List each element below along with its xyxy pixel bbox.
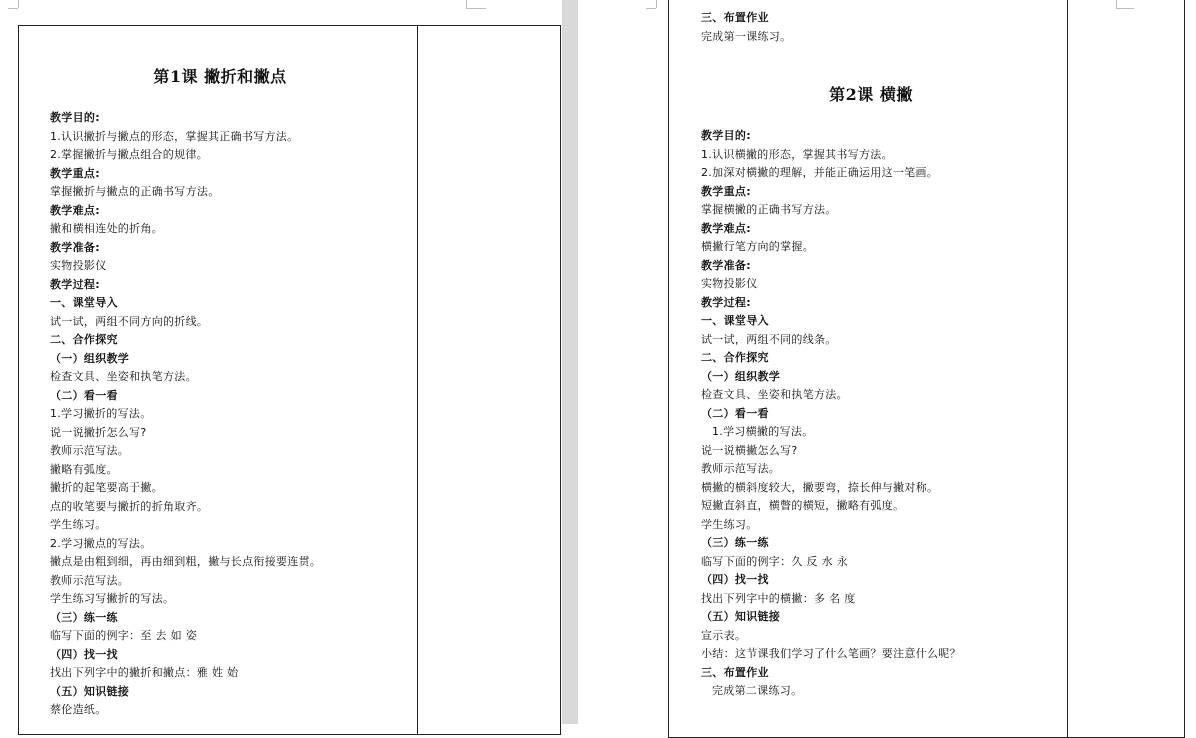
body-text-line: 学生练习。: [50, 518, 107, 531]
crop-mark: [8, 8, 18, 9]
section-heading: 教学目的:: [50, 111, 100, 124]
body-text-line: 短撇直斜直，横瞥的横短，撇略有弧度。: [701, 499, 905, 512]
crop-mark: [18, 0, 19, 8]
body-text-line: 临写下面的例字：久 反 水 永: [701, 554, 848, 568]
section-heading: （二）看一看: [50, 388, 118, 402]
section-heading: 教学难点:: [50, 203, 100, 217]
lesson-1-title: 第1课 撇折和撇点: [153, 67, 287, 86]
body-text-line: 2.掌握撇折与撇点组合的规律。: [50, 148, 208, 161]
section-heading: （四）找一找: [701, 573, 769, 586]
section-heading: （五）知识链接: [701, 610, 781, 623]
section-heading: 一、课堂导入: [50, 296, 118, 309]
section-heading: （四）找一找: [50, 647, 118, 661]
body-text-line: 点的收笔要与撇折的折角取齐。: [50, 499, 209, 513]
body-text-line: 横撇行笔方向的掌握。: [701, 240, 814, 253]
lesson-2-body: [701, 127, 1061, 701]
section-heading: 教学过程:: [50, 277, 100, 291]
body-text-line: 蔡伦造纸。: [50, 703, 107, 716]
body-text-line: 宣示表。: [701, 628, 747, 642]
lesson-2-content: [701, 9, 1061, 701]
body-text-line: 完成第二课练习。: [712, 684, 803, 697]
section-heading: （一）组织教学: [50, 351, 130, 365]
body-text-line: 实物投影仪: [701, 277, 758, 290]
body-text-line: 1.认识横撇的形态，掌握其书写方法。: [701, 147, 893, 161]
body-text-line: 检查文具、坐姿和执笔方法。: [50, 370, 197, 383]
body-text-line: 完成第一课练习。: [701, 29, 792, 43]
body-text-line: 临写下面的例字：至 去 如 姿: [50, 629, 197, 642]
body-text-line: 教师示范写法。: [50, 444, 130, 457]
body-text-line: 教师示范写法。: [701, 462, 781, 475]
section-heading: 三、布置作业: [701, 11, 769, 24]
notes-column-divider: [417, 26, 418, 734]
crop-mark: [466, 8, 486, 9]
body-text-line: 找出下列字中的撇折和撇点：雅 姓 始: [50, 666, 239, 679]
body-text-line: 检查文具、坐姿和执笔方法。: [701, 388, 848, 401]
body-text-line: 实物投影仪: [50, 259, 107, 272]
body-text-line: 撇和横相连处的折角。: [50, 222, 163, 235]
previous-lesson-tail: [701, 9, 1061, 46]
document-page-right: [578, 0, 1196, 724]
body-text-line: 横撇的横斜度较大，撇要弯，捺长伸与撇对称。: [701, 480, 939, 494]
document-page-left: [0, 0, 562, 724]
body-text-line: 掌握撇折与撇点的正确书写方法。: [50, 185, 220, 198]
section-heading: 二、合作探究: [701, 351, 769, 364]
crop-mark: [646, 8, 656, 9]
body-text-line: 教师示范写法。: [50, 573, 130, 587]
page-gutter: [562, 0, 578, 724]
body-text-line: 找出下列字中的横撇：多 名 度: [701, 591, 856, 605]
section-heading: （一）组织教学: [701, 369, 781, 383]
body-text-line: 掌握横撇的正确书写方法。: [701, 203, 837, 216]
body-text-line: 说一说横撇怎么写?: [701, 443, 798, 457]
section-heading: 二、合作探究: [50, 333, 118, 346]
section-heading: （三）练一练: [50, 610, 118, 624]
body-text-line: 1.学习横撇的写法。: [712, 425, 814, 438]
section-heading: （二）看一看: [701, 406, 769, 420]
section-heading: 一、课堂导入: [701, 314, 769, 327]
section-heading: 教学准备:: [701, 258, 751, 272]
notes-column-divider: [1067, 0, 1068, 737]
body-text-line: 学生练习写撇折的写法。: [50, 592, 175, 605]
body-text-line: 试一试，两组不同的线条。: [701, 332, 837, 346]
body-text-line: 小结：这节课我们学习了什么笔画？要注意什么呢？: [701, 647, 961, 660]
section-heading: 教学目的:: [701, 129, 751, 142]
body-text-line: 撇略有弧度。: [50, 462, 118, 476]
section-heading: 教学重点:: [50, 166, 100, 180]
section-heading: 教学过程:: [701, 295, 751, 309]
section-heading: 教学重点:: [701, 184, 751, 198]
body-text-line: 试一试，两组不同方向的折线。: [50, 314, 209, 328]
section-heading: 教学准备:: [50, 240, 100, 254]
lesson-1-content: [50, 64, 410, 720]
crop-mark: [466, 0, 467, 8]
crop-mark: [656, 0, 657, 8]
body-text-line: 1.学习撇折的写法。: [50, 407, 152, 420]
body-text-line: 1.认识撇折与撇点的形态，掌握其正确书写方法。: [50, 129, 299, 143]
body-text-line: 2.学习撇点的写法。: [50, 536, 152, 550]
body-text-line: 撇折的起笔要高于撇。: [50, 481, 163, 494]
body-text-line: 学生练习。: [701, 517, 758, 531]
body-text-line: 2.加深对横撇的理解，并能正确运用这一笔画。: [701, 166, 939, 179]
body-text-line: 说一说撇折怎么写?: [50, 425, 147, 439]
lesson-2-title: 第2课 横撇: [829, 85, 913, 104]
section-heading: 教学难点:: [701, 221, 751, 235]
lesson-1-body: [50, 109, 410, 720]
section-heading: 三、布置作业: [701, 665, 769, 679]
section-heading: （三）练一练: [701, 536, 769, 549]
body-text-line: 撇点是由粗到细，再由细到粗，撇与长点衔接要连贯。: [50, 555, 322, 568]
section-heading: （五）知识链接: [50, 684, 130, 698]
